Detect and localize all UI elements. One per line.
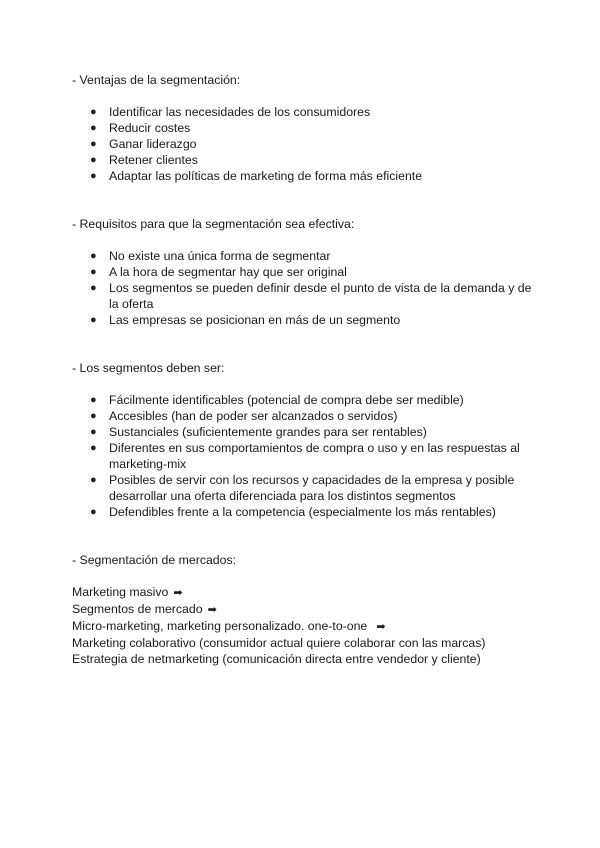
list-item: Segmentos de mercado ➡ bbox=[72, 602, 217, 616]
bullet-icon: ● bbox=[90, 122, 97, 134]
market-segmentation-lines bbox=[72, 584, 486, 667]
bullet-icon: ● bbox=[90, 394, 97, 406]
bullet-icon: ● bbox=[90, 138, 97, 150]
bullet-list-segmentos bbox=[72, 392, 542, 520]
list-item: ● Defendibles frente a la competencia (especialmente los más rentables) bbox=[90, 505, 496, 519]
arrow-right-icon: ➡ bbox=[376, 621, 386, 633]
bullet-icon: ● bbox=[90, 266, 97, 278]
section-heading-ventajas: - Ventajas de la segmentación: bbox=[72, 73, 241, 87]
bullet-icon: ● bbox=[90, 442, 97, 454]
bullet-list-ventajas bbox=[72, 104, 542, 184]
list-item: ● Accesibles (han de poder ser alcanzados o servidos) bbox=[90, 409, 398, 423]
section-heading-segmentacion-mercados: - Segmentación de mercados: bbox=[72, 553, 237, 567]
bullet-icon: ● bbox=[90, 170, 97, 182]
section-heading-requisitos: - Requisitos para que la segmentación sea efectiva: bbox=[72, 217, 355, 231]
arrow-right-icon: ➡ bbox=[207, 604, 217, 616]
list-item: ● Fácilmente identificables (potencial de compra debe ser medible) bbox=[90, 393, 464, 407]
section-heading-segmentos: - Los segmentos deben ser: bbox=[72, 361, 225, 375]
list-item: ● Sustanciales (suficientemente grandes para ser rentables) bbox=[90, 425, 427, 439]
list-item: ● No existe una única forma de segmentar bbox=[90, 249, 331, 263]
list-item: ● Los segmentos se pueden definir desde el punto de vista de la demanda y de la oferta bbox=[90, 281, 532, 311]
list-item: ● Reducir costes bbox=[90, 121, 191, 135]
bullet-icon: ● bbox=[90, 410, 97, 422]
list-item: ● Retener clientes bbox=[90, 153, 198, 167]
arrow-right-icon: ➡ bbox=[173, 587, 183, 599]
list-item: ● Identificar las necesidades de los consumidores bbox=[90, 105, 371, 119]
list-item: ● Diferentes en sus comportamientos de compra o uso y en las respuestas al marketing-mix bbox=[90, 441, 520, 471]
list-item: Micro-marketing, marketing personalizado. one-to-one ➡ bbox=[72, 619, 386, 633]
bullet-icon: ● bbox=[90, 314, 97, 326]
list-item: ● Las empresas se posicionan en más de un segmento bbox=[90, 313, 401, 327]
list-item: ● Adaptar las políticas de marketing de forma más eficiente bbox=[90, 169, 423, 183]
list-item: ● Posibles de servir con los recursos y capacidades de la empresa y posible desarrollar una oferta diferenciada para los distintos segmentos bbox=[90, 473, 515, 503]
bullet-icon: ● bbox=[90, 106, 97, 118]
list-item: ● A la hora de segmentar hay que ser original bbox=[90, 265, 347, 279]
list-item: Estrategia de netmarketing (comunicación directa entre vendedor y cliente) bbox=[72, 652, 481, 666]
bullet-list-requisitos bbox=[72, 248, 542, 328]
bullet-icon: ● bbox=[90, 506, 97, 518]
bullet-icon: ● bbox=[90, 474, 97, 486]
list-item: Marketing masivo ➡ bbox=[72, 585, 183, 599]
bullet-icon: ● bbox=[90, 426, 97, 438]
bullet-icon: ● bbox=[90, 154, 97, 166]
list-item: ● Ganar liderazgo bbox=[90, 137, 197, 151]
bullet-icon: ● bbox=[90, 250, 97, 262]
bullet-icon: ● bbox=[90, 282, 97, 294]
list-item: Marketing colaborativo (consumidor actual quiere colaborar con las marcas) bbox=[72, 636, 486, 650]
